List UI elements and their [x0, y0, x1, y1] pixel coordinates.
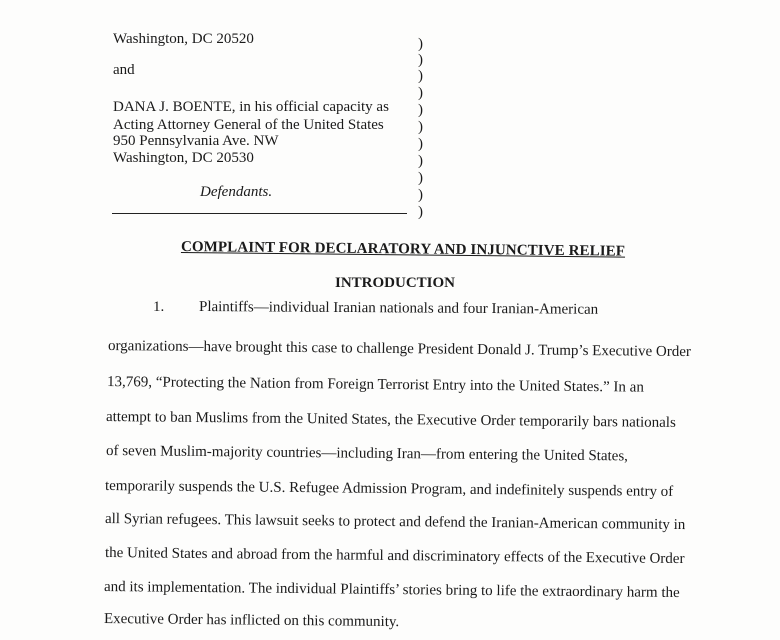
defendants-label: Defendants.: [200, 184, 273, 200]
section-heading: INTRODUCTION: [335, 275, 456, 291]
caption-paren: ): [418, 153, 423, 169]
paragraph-line: temporarily suspends the U.S. Refugee Admission Program, and indefinitely suspends entry of: [104, 478, 674, 500]
paragraph-line: attempt to ban Muslims from the United States, the Executive Order temporarily bars nationals: [105, 409, 676, 431]
paragraph-line: 13,769, “Protecting the Nation from Foreign Terrorist Entry into the United States.” In an: [106, 374, 644, 396]
paragraph-line: all Syrian refugees. This lawsuit seeks to protect and defend the Iranian-American community in: [104, 511, 686, 534]
paragraph-line: and its implementation. The individual Plaintiffs’ stories bring to life the extraordinary harm the: [103, 579, 680, 602]
caption-paren: ): [418, 204, 423, 220]
caption-paren: ): [418, 187, 423, 203]
caption-paren: ): [418, 68, 423, 84]
caption-line: Washington, DC 20530: [113, 150, 254, 166]
paragraph-line: Executive Order has inflicted on this community.: [103, 611, 400, 631]
document-title: COMPLAINT FOR DECLARATORY AND INJUNCTIVE RELIEF: [180, 239, 626, 260]
caption-line: Acting Attorney General of the United States: [113, 117, 384, 133]
caption-paren: ): [418, 85, 423, 101]
paragraph-line: Plaintiffs—individual Iranian nationals and four Iranian-American: [198, 299, 599, 318]
caption-paren: ): [418, 170, 423, 186]
paragraph-line: organizations—have brought this case to challenge President Donald J. Trump’s Executive Order: [107, 338, 691, 361]
paragraph-line: the United States and abroad from the harmful and discriminatory effects of the Executive Order: [104, 545, 685, 568]
caption-paren: ): [418, 119, 423, 135]
paragraph-line: of seven Muslim-majority countries—including Iran—from entering the United States,: [105, 443, 629, 465]
caption-line: and: [113, 62, 135, 78]
caption-line: Washington, DC 20520: [113, 31, 254, 47]
paragraph-number: 1.: [153, 299, 165, 315]
caption-paren: ): [418, 136, 423, 152]
caption-paren: ): [418, 36, 423, 52]
caption-paren: ): [418, 52, 423, 68]
caption-line: 950 Pennsylvania Ave. NW: [113, 133, 279, 149]
caption-paren: ): [418, 102, 423, 118]
caption-line: DANA J. BOENTE, in his official capacity as: [113, 99, 389, 115]
caption-divider: [112, 213, 407, 214]
